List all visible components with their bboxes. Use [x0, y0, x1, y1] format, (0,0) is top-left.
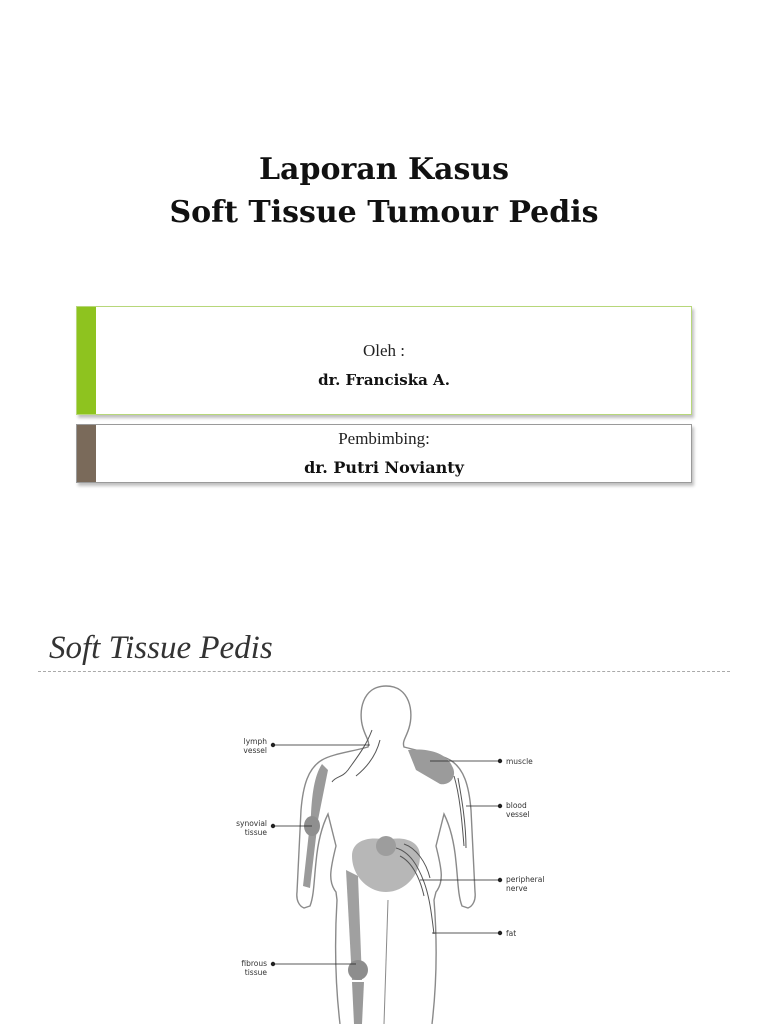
label-lymph-vessel-2: vessel: [243, 746, 267, 755]
author-label: Oleh :: [362, 341, 406, 360]
label-synovial-1: synovial: [236, 819, 267, 828]
title-line-1: Laporan Kasus: [258, 152, 510, 187]
label-fibrous-2: tissue: [244, 968, 267, 977]
supervisor-box: [76, 424, 692, 483]
title-line-2: Soft Tissue Tumour Pedis: [169, 195, 599, 230]
tissue-shading: [303, 750, 454, 1024]
slide-title-heading: [0, 148, 768, 234]
label-blood-vessel-1: blood: [506, 801, 527, 810]
label-fibrous-1: fibrous: [241, 959, 267, 968]
slide-soft-tissue: [0, 600, 768, 1024]
body-anatomy-diagram: [0, 600, 768, 1024]
label-muscle: muscle: [506, 757, 533, 766]
supervisor-label: Pembimbing:: [338, 429, 430, 448]
label-fat: fat: [506, 929, 517, 938]
label-synovial-2: tissue: [244, 828, 267, 837]
author-box: [76, 306, 692, 415]
slide2-title: Soft Tissue Pedis: [49, 630, 273, 666]
label-lymph-vessel-1: lymph: [243, 737, 267, 746]
label-peripheral-nerve-2: nerve: [506, 884, 528, 893]
label-blood-vessel-2: vessel: [506, 810, 530, 819]
author-name: dr. Franciska A.: [318, 371, 450, 389]
supervisor-name: dr. Putri Novianty: [304, 458, 464, 477]
label-peripheral-nerve-1: peripheral: [506, 875, 545, 884]
